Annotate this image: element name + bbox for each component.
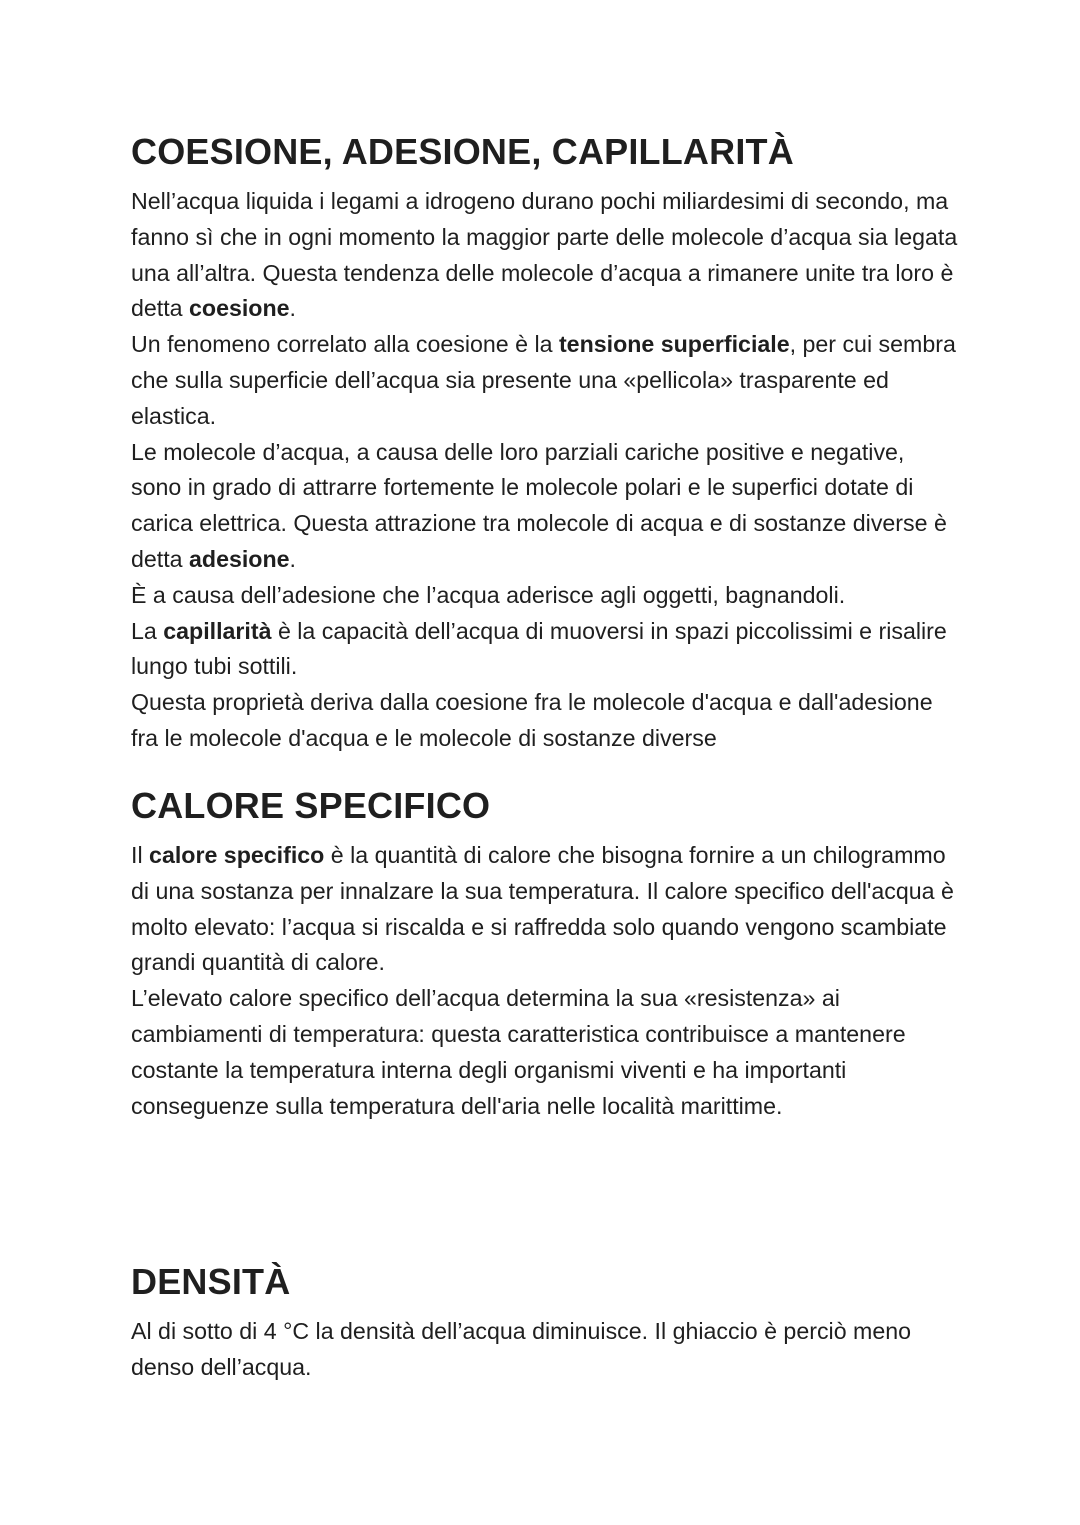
text-span: La xyxy=(131,617,164,644)
text-span: , per cui sembra che sulla superficie dell’acqua sia presente una «pellicola» trasparente ed elastica. xyxy=(131,331,956,429)
text-span: . xyxy=(289,295,296,322)
text-span: È a causa dell’adesione che l’acqua aderisce agli oggetti, bagnandoli. xyxy=(131,581,846,608)
section-title: DENSITÀ xyxy=(131,1261,291,1302)
paragraph-capillarita xyxy=(131,614,961,686)
text-span: Nell’acqua liquida i legami a idrogeno durano pochi miliardesimi di secondo, ma fanno sì che in ogni momento la maggior parte delle molecole d’acqua sia legata una all’altra. Questa tendenza delle molecole d’acqua a rimanere unite tra loro è detta xyxy=(131,188,958,322)
section-coesione xyxy=(131,130,961,757)
text-span: . xyxy=(289,545,296,572)
paragraph-densita xyxy=(131,1314,961,1386)
section-body xyxy=(131,184,961,757)
section-title: COESIONE, ADESIONE, CAPILLARITÀ xyxy=(131,131,794,172)
bold-term: tensione superficiale xyxy=(558,331,790,358)
text-span: Le molecole d’acqua, a causa delle loro parziali cariche positive e negative, sono in grado di attrarre fortemente le molecole polari e le superfici dotate di carica elettrica. Questa attrazione tra molecole di acqua e di sostanze diverse è detta xyxy=(131,438,947,572)
bold-term: capillarità xyxy=(163,617,272,644)
text-span: è la capacità dell’acqua di muoversi in spazi piccolissimi e risalire lungo tubi sottili. xyxy=(131,617,947,680)
paragraph-calore-definizione xyxy=(131,838,961,981)
paragraph-bagnando xyxy=(131,578,961,614)
text-span: Un fenomeno correlato alla coesione è la xyxy=(131,331,559,358)
section-title: CALORE SPECIFICO xyxy=(131,785,491,826)
paragraph-adesione xyxy=(131,435,961,578)
section-body xyxy=(131,1314,961,1386)
text-span: Il xyxy=(131,842,150,868)
paragraph-tensione xyxy=(131,327,961,434)
bold-term: adesione xyxy=(189,545,290,572)
text-span: Al di sotto di 4 °C la densità dell’acqua diminuisce. Il ghiaccio è perciò meno denso dell’acqua. xyxy=(131,1318,912,1380)
bold-term: calore specifico xyxy=(149,842,325,868)
section-body xyxy=(131,838,961,1124)
bold-term: coesione xyxy=(189,295,290,322)
section-densita xyxy=(131,1260,961,1386)
paragraph-proprieta xyxy=(131,685,961,757)
text-span: Questa proprietà deriva dalla coesione fra le molecole d'acqua e dall'adesione fra le molecole d'acqua e le molecole di sostanze diverse xyxy=(131,689,933,751)
section-calore-specifico xyxy=(131,784,961,1124)
text-span: è la quantità di calore che bisogna fornire a un chilogrammo di una sostanza per innalzare la sua temperatura. Il calore specifico dell'acqua è molto elevato: l’acqua si riscalda e si raffredda solo quando vengono scambiate grandi quantità di calore. xyxy=(131,842,954,976)
paragraph-coesione xyxy=(131,184,961,327)
paragraph-calore-resistenza xyxy=(131,981,961,1124)
text-span: L’elevato calore specifico dell’acqua determina la sua «resistenza» ai cambiamenti di temperatura: questa caratteristica contribuisce a mantenere costante la temperatura interna degli organismi viventi e ha importanti conseguenze sulla temperatura dell'aria nelle località marittime. xyxy=(131,985,906,1119)
